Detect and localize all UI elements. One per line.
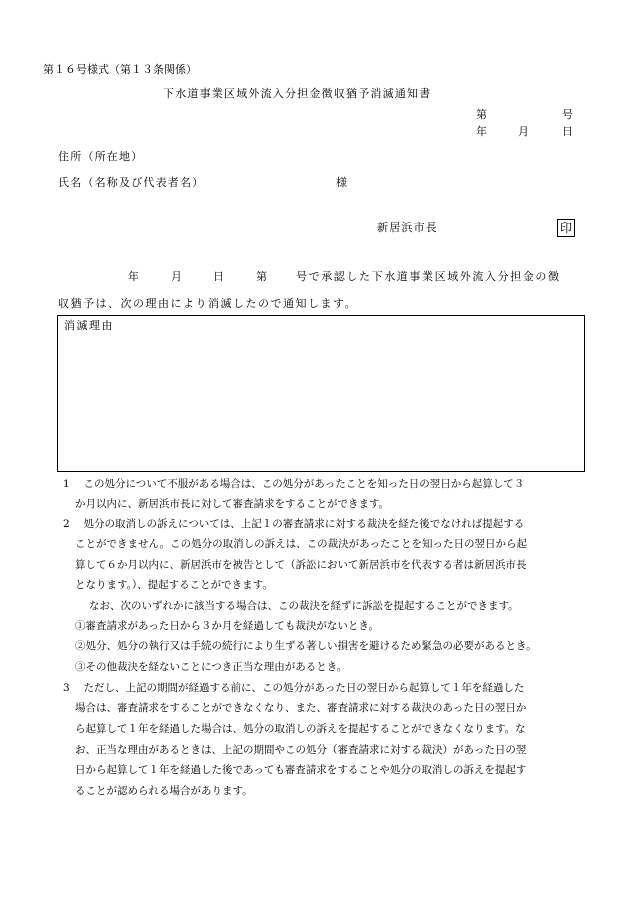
note-1-line-2: か月以内に、新居浜市長に対して審査請求をすることができます。 — [75, 498, 390, 510]
address-label: 住所（所在地） — [58, 150, 144, 163]
note-3-line-1: 3 ただし、上記の期間が経過する前に、この処分があった日の翌日から起算して１年を経過した — [63, 682, 525, 694]
body-line-2: 収猶予は、次の理由により消滅したので通知します。 — [58, 297, 358, 310]
issuer-title: 新居浜市長 — [377, 221, 438, 234]
note-2-proviso: なお、次のいずれかに該当する場合は、この裁決を経ずに訴訟を提起することができます。 — [89, 600, 519, 612]
honorific: 様 — [336, 176, 347, 189]
note-2-item-3: ③その他裁決を経ないことにつき正当な理由があるとき。 — [75, 661, 348, 673]
note-2-line-2: ことができません。この処分の取消しの訴えは、この裁決があったことを知った日の翌日から起 — [75, 538, 528, 550]
note-2-line-4: となります。）、提起することができます。 — [75, 579, 273, 591]
date-day: 日 — [562, 125, 573, 138]
note-2-item-1: ①審査請求があった日から３か月を経過しても裁決がないとき。 — [75, 620, 379, 632]
document-title: 下水道事業区域外流入分担金徴収猶予消滅通知書 — [163, 87, 432, 100]
doc-number-dai: 第 — [476, 108, 487, 121]
date-year: 年 — [476, 125, 487, 138]
note-3-line-3: ら起算して１年を経過した場合は、処分の取消しの訴えを提起することができなくなります。な — [75, 723, 526, 735]
reason-box — [57, 315, 585, 472]
doc-number-go: 号 — [562, 108, 573, 121]
name-label: 氏名（名称及び代表者名） — [58, 176, 205, 189]
form-number: 第１６号様式（第１３条関係） — [43, 63, 197, 76]
seal-stamp: 印 — [557, 219, 575, 237]
note-3-line-6: ることが認められる場合があります。 — [75, 785, 253, 797]
note-2-item-2: ②処分、処分の執行又は手続の続行により生ずる著しい損害を避けるため緊急の必要があるとき。 — [75, 640, 537, 652]
note-3-line-2: 場合は、審査請求をすることができなくなり、また、審査請求に対する裁決のあった日の翌日か — [75, 702, 527, 714]
note-2-line-1: 2 処分の取消しの訴えについては、上記１の審査請求に対する裁決を経た後でなければ提起する — [63, 518, 525, 530]
approval-month: 月 — [171, 270, 182, 283]
reason-label: 消滅理由 — [64, 319, 114, 332]
note-3-line-4: お、正当な理由があるときは、上記の期間やこの処分（審査請求に対する裁決）があった日の翌 — [75, 744, 527, 756]
note-3-line-5: 日から起算して１年を経過した後であっても審査請求をすることや処分の取消しの訴えを提起す — [75, 764, 527, 776]
date-month: 月 — [518, 125, 529, 138]
approval-dai: 第 — [256, 270, 267, 283]
note-1-line-1: 1 この処分について不服がある場合は、この処分があったことを知った日の翌日から起算して３ — [63, 478, 525, 490]
approval-year: 年 — [128, 270, 139, 283]
note-2-line-3: 算して６か月以内に、新居浜市を被告として（訴訟において新居浜市を代表する者は新居浜市長 — [75, 559, 527, 571]
body-line-1: 号で承認した下水道事業区域外流入分担金の徴 — [296, 270, 561, 283]
approval-day: 日 — [213, 270, 224, 283]
